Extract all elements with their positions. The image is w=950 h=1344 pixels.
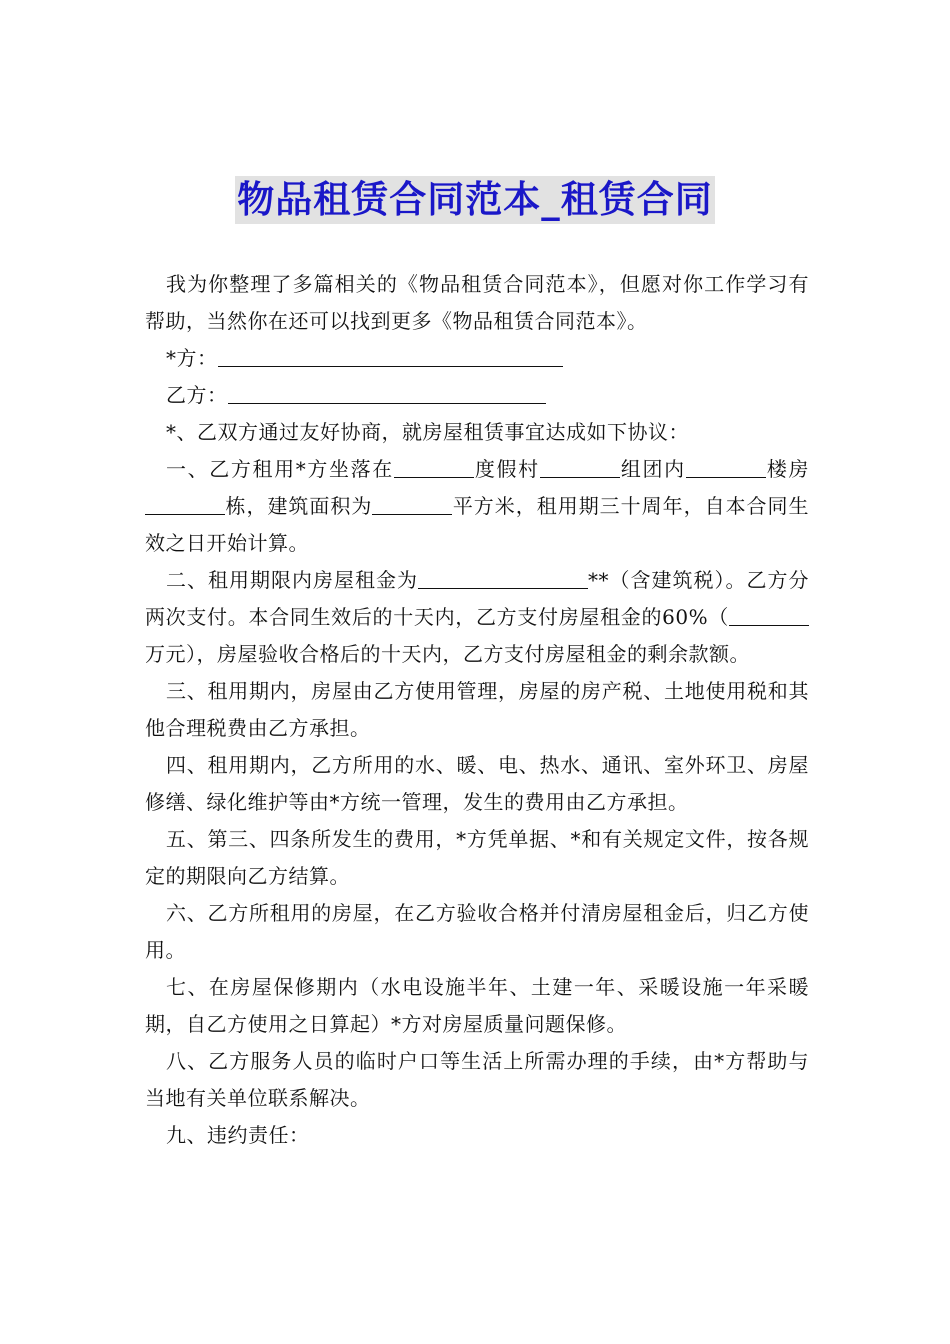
party-b-line <box>145 377 809 414</box>
party-b-label: 乙方： <box>166 383 228 407</box>
party-a-blank[interactable] <box>218 344 563 367</box>
amount-blank[interactable] <box>729 603 809 626</box>
party-a-line <box>145 340 809 377</box>
document-title: 物品租赁合同范本_租赁合同 <box>235 176 715 224</box>
agreement-paragraph: *、乙双方通过友好协商，就房屋租赁事宜达成如下协议： <box>166 420 689 444</box>
clause-1-text-4: 楼房 <box>765 457 810 481</box>
location-blank[interactable] <box>394 455 474 478</box>
clause-7: 七、在房屋保修期内（水电设施半年、土建一年、采暖设施一年采暖期，自乙方使用之日算起）*方对房屋质量问题保修。 <box>145 975 809 1036</box>
clause-6: 六、乙方所租用的房屋，在乙方验收合格并付清房屋租金后，归乙方使用。 <box>145 901 809 962</box>
clause-8: 八、乙方服务人员的临时户口等生活上所需办理的手续，由*方帮助与当地有关单位联系解决。 <box>145 1049 809 1110</box>
clause-2-text-3: 万元），房屋验收合格后的十天内，乙方支付房屋租金的剩余款额。 <box>145 642 750 666</box>
area-blank[interactable] <box>372 492 452 515</box>
clause-5: 五、第三、四条所发生的费用，*方凭单据、*和有关规定文件，按各规定的期限向乙方结算。 <box>145 827 809 888</box>
clause-1-text-5: 栋，建筑面积为 <box>225 494 373 518</box>
party-a-label: *方： <box>166 346 218 370</box>
building-blank[interactable] <box>145 492 225 515</box>
clause-2 <box>145 562 809 673</box>
clause-4: 四、租用期内，乙方所用的水、暖、电、热水、通讯、室外环卫、房屋修缮、绿化维护等由*方统一管理，发生的费用由乙方承担。 <box>145 753 809 814</box>
resort-blank[interactable] <box>540 455 620 478</box>
clause-3: 三、租用期内，房屋由乙方使用管理，房屋的房产税、土地使用税和其他合理税费由乙方承担。 <box>145 679 809 740</box>
clause-1-text-2: 度假村 <box>473 457 540 481</box>
group-blank[interactable] <box>686 455 766 478</box>
party-b-blank[interactable] <box>228 381 546 404</box>
rent-blank[interactable] <box>418 566 588 589</box>
intro-paragraph: 我为你整理了多篇相关的《物品租赁合同范本》，但愿对你工作学习有帮助，当然你在还可以找到更多《物品租赁合同范本》。 <box>145 272 809 333</box>
clause-1-text-1: 一、乙方租用*方坐落在 <box>166 457 394 481</box>
document-body <box>145 266 809 1154</box>
clause-2-text-2: **（含建筑税）。乙方分两次支付。本合同生效后的十天内，乙方支付房屋租金的60%（ <box>145 568 809 629</box>
title-container <box>0 176 950 224</box>
clause-9: 九、违约责任： <box>166 1123 310 1147</box>
clause-1-text-3: 组团内 <box>619 457 686 481</box>
clause-1-text-6: 平方米，租用期三十周年，自本合同生效之日开始计算。 <box>145 494 810 555</box>
clause-1 <box>145 451 809 562</box>
clause-2-text-1: 二、租用期限内房屋租金为 <box>166 568 418 592</box>
